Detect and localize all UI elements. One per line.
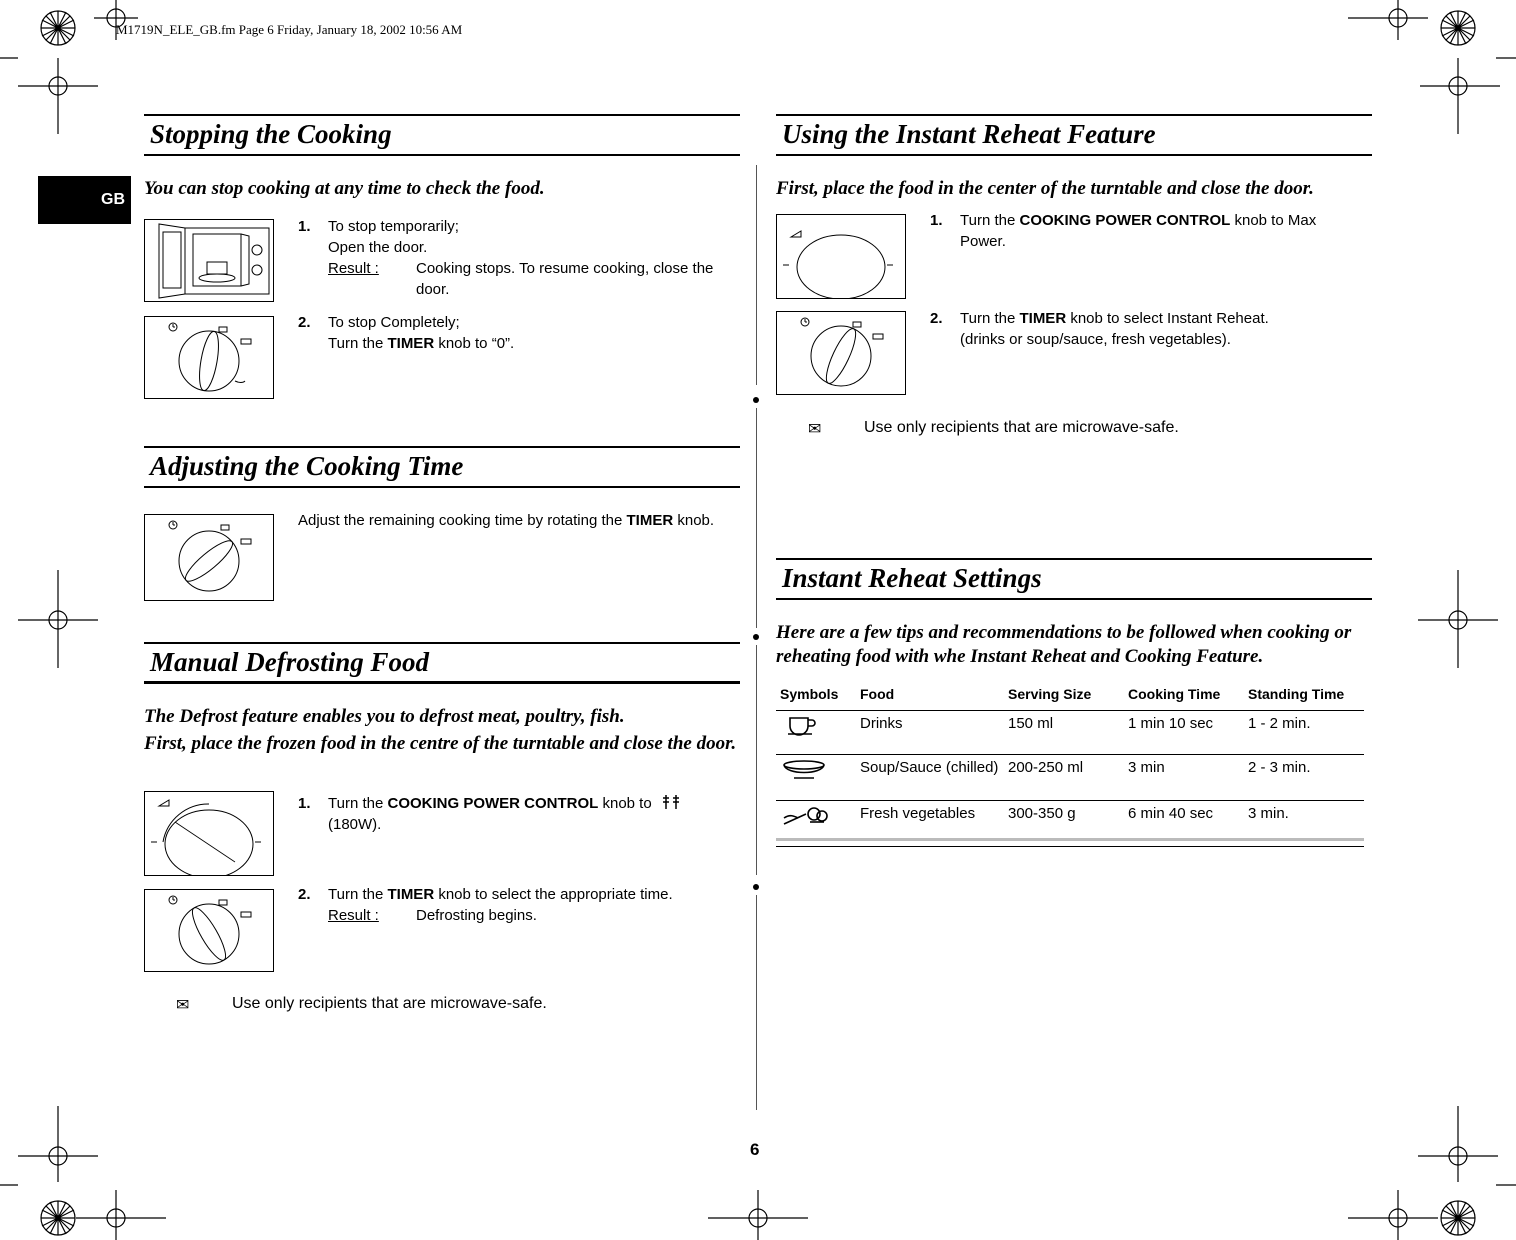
step1-line2: Open the door. <box>328 239 428 256</box>
reheat-settings-table <box>776 680 1364 847</box>
step-number: 1. <box>298 795 311 812</box>
serving-cell: 150 ml <box>1004 711 1124 755</box>
stopping-step1 <box>298 216 742 300</box>
instant-step2-line2: (drinks or soup/sauce, fresh vegetables). <box>960 331 1231 348</box>
result-label: Result : <box>328 907 379 924</box>
col-serving: Serving Size <box>1004 680 1124 711</box>
instant-reheat-title: Using the Instant Reheat Feature <box>776 114 1372 156</box>
defrost-step2-pre: Turn the <box>328 886 388 903</box>
step-number: 2. <box>298 886 311 903</box>
divider-dot-3 <box>753 884 759 890</box>
serving-cell: 200-250 ml <box>1004 755 1124 801</box>
crosshair-top-right-b <box>1420 58 1500 134</box>
adjusting-post: knob. <box>673 512 715 529</box>
crop-sunburst-top-right <box>1441 11 1475 45</box>
cooking-cell: 6 min 40 sec <box>1124 801 1244 847</box>
power-control-keyword: COOKING POWER CONTROL <box>387 795 599 812</box>
defrost-step1-line1 <box>328 793 742 814</box>
col-symbols: Symbols <box>776 680 856 711</box>
instant-step2 <box>930 308 1360 350</box>
stopping-step2 <box>298 312 742 354</box>
defrost-step1-paren: (180W). <box>328 816 382 833</box>
timer-knob-illustration-adjust <box>144 514 274 601</box>
stopping-intro: You can stop cooking at any time to check the food. <box>144 178 545 199</box>
column-divider-mid2 <box>756 645 757 875</box>
instant-step1 <box>930 210 1360 252</box>
defrost-step1-post: knob to <box>598 795 652 812</box>
divider-dot-1 <box>753 397 759 403</box>
result-text: Defrosting begins. <box>416 907 537 924</box>
stopping-title: Stopping the Cooking <box>144 114 740 156</box>
timer-keyword: TIMER <box>626 512 674 529</box>
instant-step1-line <box>960 210 1360 252</box>
symbol-cell <box>776 755 856 801</box>
column-divider-bottom <box>756 895 757 1110</box>
cooking-cell: 3 min <box>1124 755 1244 801</box>
defrost-step2-post: knob to select the appropriate time. <box>434 886 673 903</box>
step-number: 1. <box>930 212 943 229</box>
defrost-intro-1: The Defrost feature enables you to defrost meat, poultry, fish. <box>144 706 625 727</box>
oven-illustration <box>144 219 274 302</box>
instant-reheat-intro: First, place the food in the center of the turntable and close the door. <box>776 178 1314 199</box>
step2-pre: Turn the <box>328 335 388 352</box>
bowl-icon <box>780 758 828 782</box>
crop-sunburst-bottom-right <box>1441 1201 1475 1235</box>
timer-knob-illustration <box>144 316 274 399</box>
table-row <box>776 755 1364 801</box>
defrost-note <box>176 995 547 1015</box>
power-knob-illustration <box>144 791 274 876</box>
result-text: Cooking stops. To resume cooking, close the door. <box>416 260 714 298</box>
instant-note <box>808 419 1179 439</box>
standing-cell: 2 - 3 min. <box>1244 755 1364 801</box>
timer-keyword: TIMER <box>387 886 435 903</box>
step1-line1: To stop temporarily; <box>328 218 459 235</box>
col-standing: Standing Time <box>1244 680 1364 711</box>
defrost-title: Manual Defrosting Food <box>144 642 740 684</box>
settings-intro: Here are a few tips and recommendations to be followed when cooking or reheating food with whe Instant Reheat and Cooking Feature. <box>776 622 1352 667</box>
instant-step1-post: knob to Max Power. <box>960 212 1317 250</box>
timer-knob-illustration-defrost <box>144 889 274 972</box>
crosshair-bottom-right-b <box>1418 1106 1498 1182</box>
power-knob-illustration-reheat <box>776 214 906 299</box>
result-label: Result : <box>328 260 379 277</box>
note-icon: ✉ <box>808 421 822 438</box>
defrost-step1-pre: Turn the <box>328 795 388 812</box>
step-number: 2. <box>930 310 943 327</box>
instant-note-text: Use only recipients that are microwave-safe. <box>864 419 1179 436</box>
food-cell: Drinks <box>856 711 1004 755</box>
col-food: Food <box>856 680 1004 711</box>
defrost-intro-2: First, place the frozen food in the centre of the turntable and close the door. <box>144 733 737 754</box>
crop-sunburst-bottom-left <box>41 1201 75 1235</box>
defrost-step2 <box>298 884 742 926</box>
defrost-icon <box>660 793 682 811</box>
timer-keyword: TIMER <box>387 335 435 352</box>
note-icon: ✉ <box>176 997 190 1014</box>
timer-keyword: TIMER <box>1019 310 1067 327</box>
power-control-keyword: COOKING POWER CONTROL <box>1019 212 1231 229</box>
instant-step2-pre: Turn the <box>960 310 1020 327</box>
defrost-step1 <box>298 793 742 835</box>
step2-post: knob to “0”. <box>434 335 515 352</box>
column-divider-top <box>756 165 757 385</box>
step2-line2 <box>328 333 742 354</box>
food-cell: Soup/Sauce (chilled) <box>856 755 1004 801</box>
column-divider-mid <box>756 408 757 628</box>
adjusting-pre: Adjust the remaining cooking time by rotating the <box>298 512 627 529</box>
standing-cell: 1 - 2 min. <box>1244 711 1364 755</box>
crosshair-top-right-a <box>1348 0 1428 40</box>
crosshair-bottom-left-b <box>76 1190 166 1240</box>
settings-title: Instant Reheat Settings <box>776 558 1372 600</box>
standing-cell: 3 min. <box>1244 801 1364 847</box>
vegetables-icon <box>780 804 830 828</box>
cooking-cell: 1 min 10 sec <box>1124 711 1244 755</box>
crosshair-top-left-b <box>18 58 98 134</box>
step-number: 1. <box>298 218 311 235</box>
adjusting-title: Adjusting the Cooking Time <box>144 446 740 488</box>
instant-step1-pre: Turn the <box>960 212 1020 229</box>
defrost-note-text: Use only recipients that are microwave-safe. <box>232 995 547 1012</box>
symbol-cell <box>776 711 856 755</box>
col-cooking: Cooking Time <box>1124 680 1244 711</box>
step-number: 2. <box>298 314 311 331</box>
step2-line1: To stop Completely; <box>328 314 460 331</box>
table-header-row <box>776 680 1364 711</box>
table-row <box>776 711 1364 755</box>
crop-sunburst-top-left <box>41 11 75 45</box>
divider-dot-2 <box>753 634 759 640</box>
crosshair-bottom-mid <box>708 1190 808 1240</box>
serving-cell: 300-350 g <box>1004 801 1124 847</box>
file-info-line: M1719N_ELE_GB.fm Page 6 Friday, January 18, 2002 10:56 AM <box>116 22 463 37</box>
page-number: 6 <box>750 1140 760 1159</box>
crosshair-mid-left <box>18 570 98 668</box>
timer-knob-illustration-reheat <box>776 311 906 395</box>
cup-icon <box>780 714 820 736</box>
defrost-step2-line <box>328 884 742 905</box>
crosshair-bottom-left-a <box>18 1106 98 1182</box>
crosshair-mid-right <box>1418 570 1498 668</box>
instant-step2-post: knob to select Instant Reheat. <box>1066 310 1269 327</box>
language-tab: GB <box>38 176 131 224</box>
food-cell: Fresh vegetables <box>856 801 1004 847</box>
table-bottom-rule <box>776 838 1364 841</box>
instant-step2-line1 <box>960 308 1360 329</box>
crosshair-bottom-right-a <box>1348 1190 1438 1240</box>
adjusting-text <box>298 510 728 531</box>
